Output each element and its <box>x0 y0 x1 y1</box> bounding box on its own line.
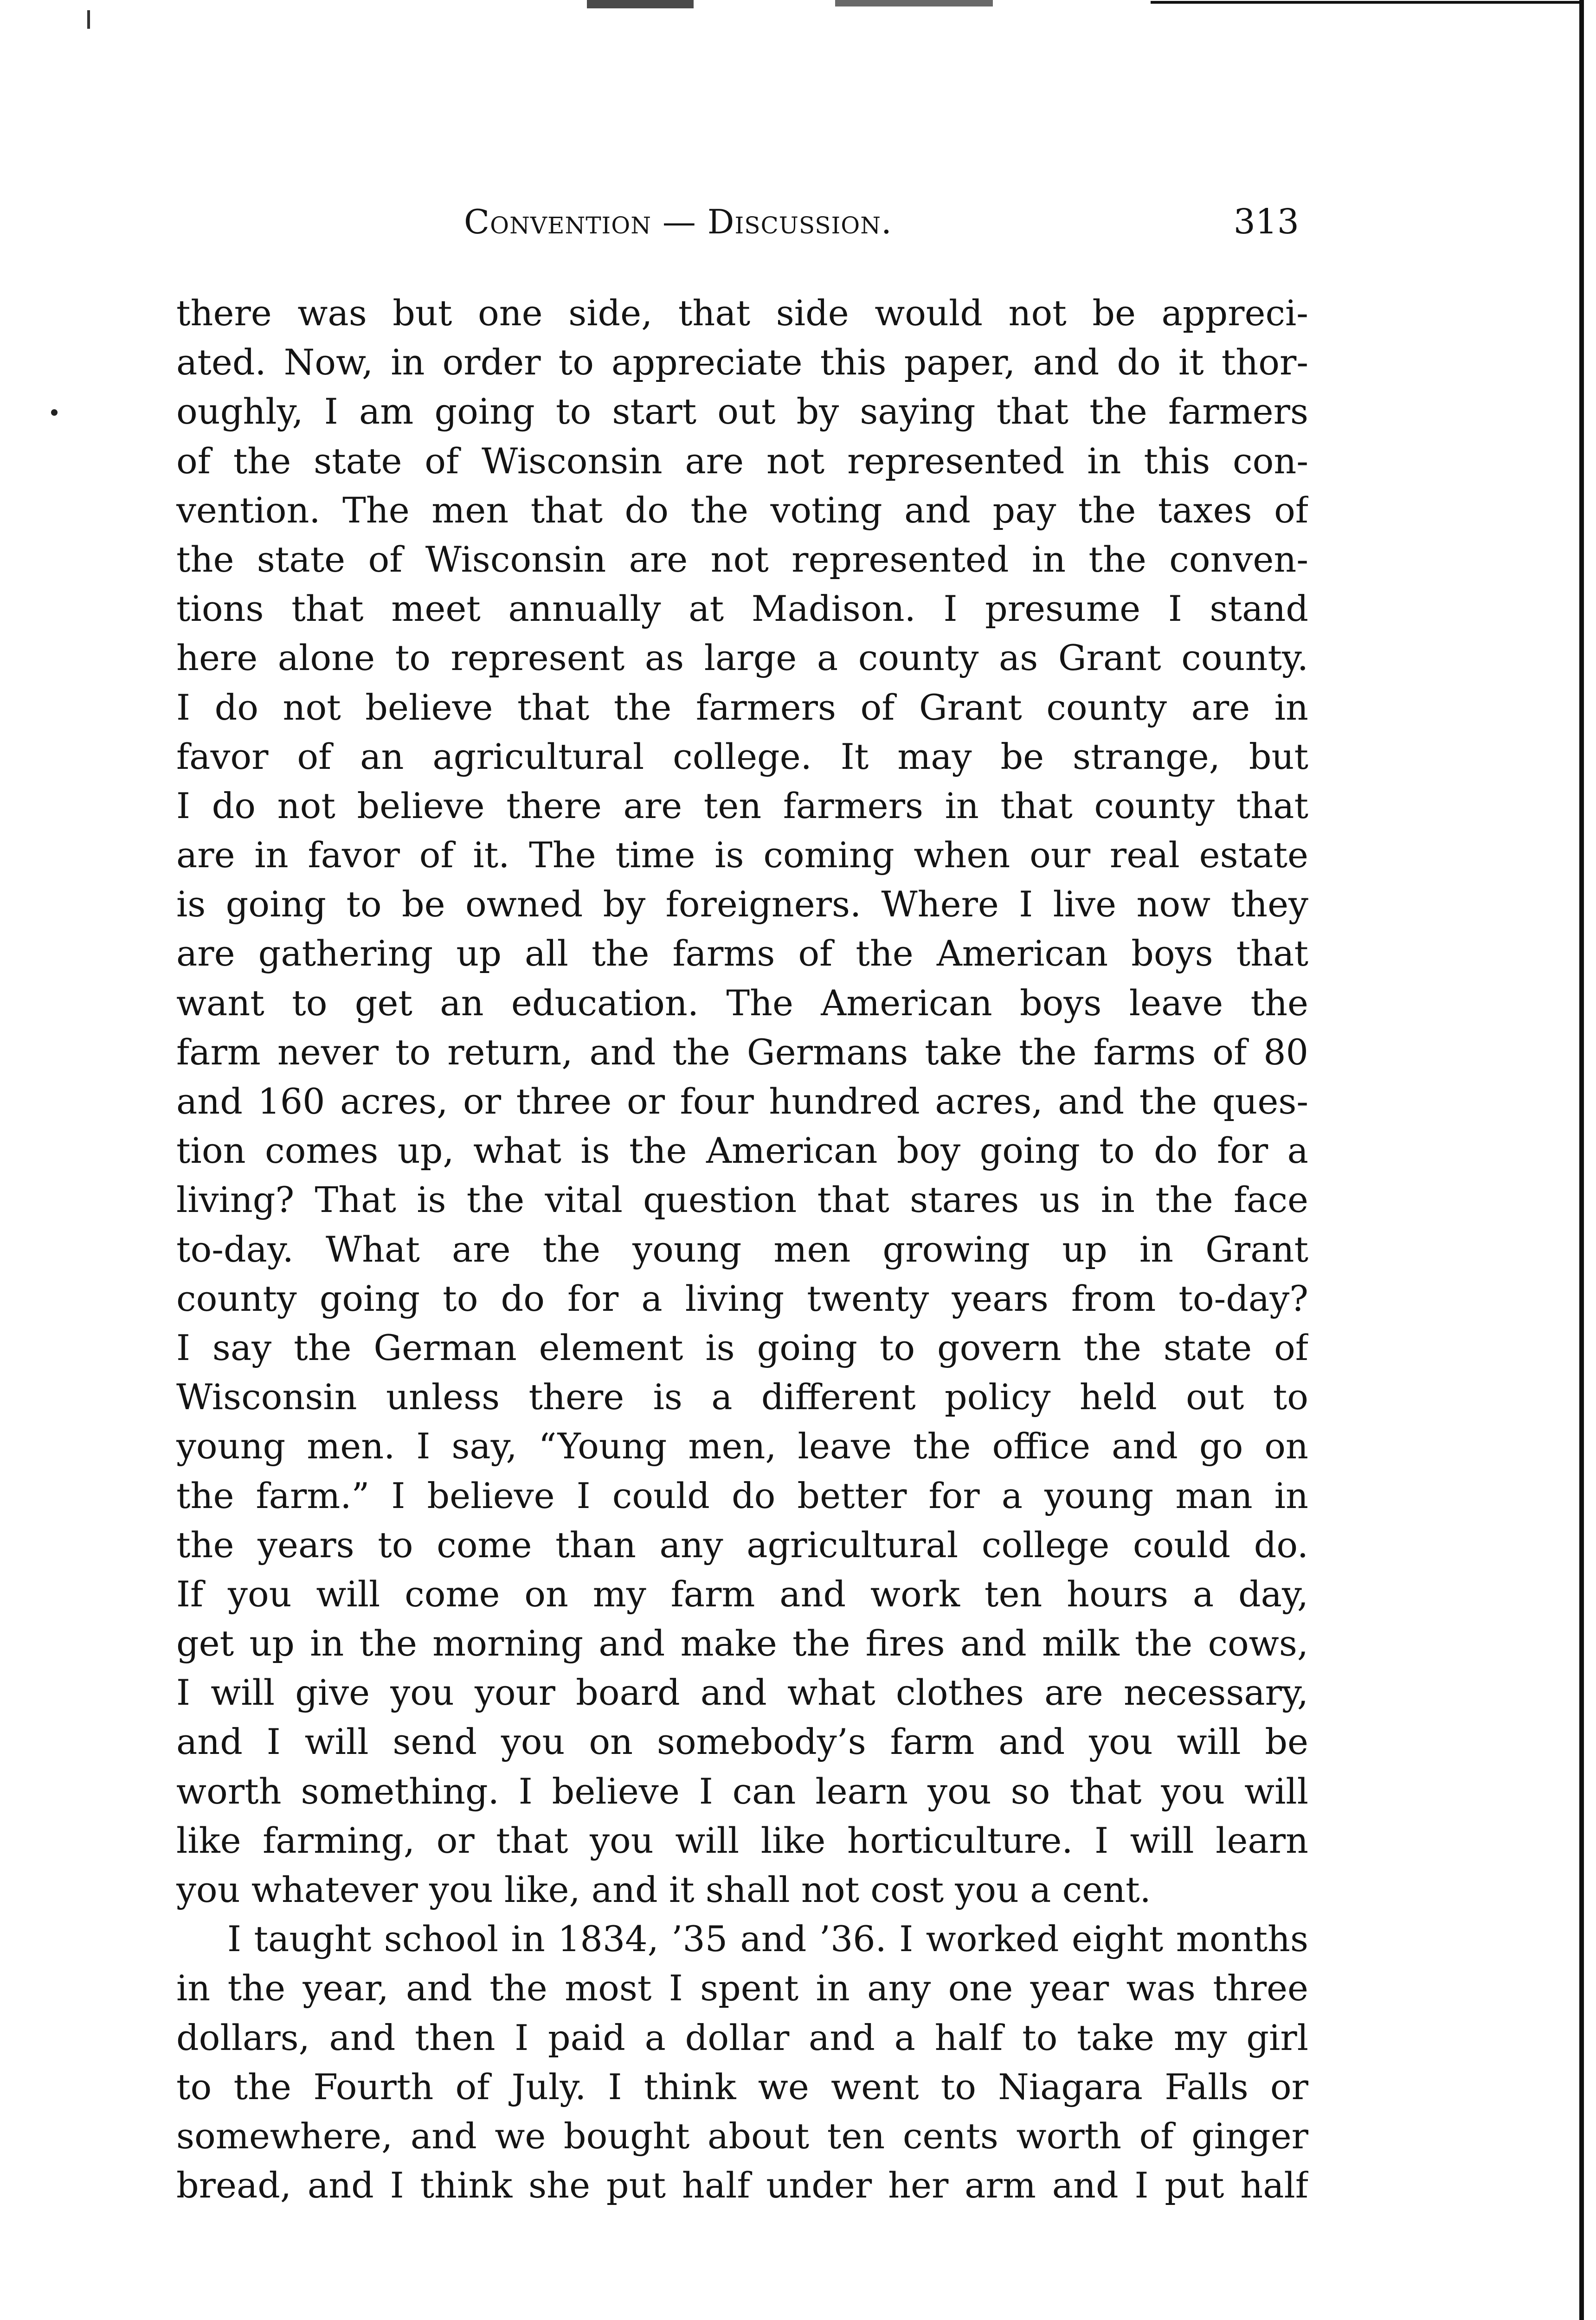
text-line: of the state of Wisconsin are not represented in this con- <box>176 440 1308 482</box>
text-line: here alone to represent as large a county as Grant county. <box>176 637 1308 679</box>
text-line: and 160 acres, or three or four hundred acres, and the ques- <box>176 1081 1308 1122</box>
text-line: tions that meet annually at Madison. I presume I stand <box>176 588 1308 630</box>
text-line: and I will send you on somebody’s farm and you will be <box>176 1721 1308 1763</box>
text-line: get up in the morning and make the fires and milk the cows, <box>176 1623 1308 1664</box>
running-head: Convention — Discussion. <box>464 202 892 241</box>
text-line: dollars, and then I paid a dollar and a half to take my girl <box>176 2017 1308 2058</box>
text-line: worth something. I believe I can learn you so that you will <box>176 1770 1308 1812</box>
text-line: tion comes up, what is the American boy going to do for a <box>176 1130 1308 1172</box>
scan-edge-top <box>1151 1 1582 4</box>
text-line: the years to come than any agricultural college could do. <box>176 1524 1308 1566</box>
text-line: I do not believe there are ten farmers in that county that <box>176 785 1308 826</box>
scan-edge-right <box>1579 0 1584 2320</box>
text-line: the state of Wisconsin are not represented in the conven- <box>176 538 1308 580</box>
text-line: are gathering up all the farms of the American boys that <box>176 933 1308 974</box>
page-number: 313 <box>1233 202 1299 242</box>
text-line: to-day. What are the young men growing up in Grant <box>176 1228 1308 1270</box>
text-line: want to get an education. The American boys leave the <box>176 982 1308 1024</box>
text-line: bread, and I think she put half under her arm and I put half <box>176 2165 1308 2206</box>
text-line: living? That is the vital question that stares us in the face <box>176 1179 1308 1221</box>
text-line: farm never to return, and the Germans take the farms of 80 <box>176 1031 1308 1073</box>
text-line: ated. Now, in order to appreciate this paper, and do it thor- <box>176 342 1308 383</box>
paragraph-end-line: you whatever you like, and it shall not cost you a cent. <box>176 1869 1151 1910</box>
text-line: to the Fourth of July. I think we went to Niagara Falls or <box>176 2066 1308 2107</box>
text-line: I will give you your board and what clothes are necessary, <box>176 1672 1308 1714</box>
text-line: I do not believe that the farmers of Grant county are in <box>176 686 1308 728</box>
paragraph-start-line: I taught school in 1834, ’35 and ’36. I worked eight months <box>227 1918 1308 1960</box>
scan-artifact-top-left <box>587 0 694 8</box>
text-line: oughly, I am going to start out by saying that the farmers <box>176 391 1308 432</box>
scan-artifact-top-right <box>835 0 993 6</box>
text-line: vention. The men that do the voting and pay the taxes of <box>176 489 1308 531</box>
text-line: young men. I say, “Young men, leave the office and go on <box>176 1425 1308 1467</box>
text-line: the farm.” I believe I could do better for a young man in <box>176 1475 1308 1516</box>
scan-edge-left-tick <box>87 10 90 29</box>
body-text <box>176 289 1308 2210</box>
text-line: somewhere, and we bought about ten cents worth of ginger <box>176 2115 1308 2157</box>
text-line: like farming, or that you will like horticulture. I will learn <box>176 1819 1308 1861</box>
text-line: are in favor of it. The time is coming when our real estate <box>176 834 1308 876</box>
text-line: favor of an agricultural college. It may be strange, but <box>176 735 1308 777</box>
text-line: Wisconsin unless there is a different policy held out to <box>176 1376 1308 1418</box>
text-line: county going to do for a living twenty years from to-day? <box>176 1277 1308 1319</box>
text-line: is going to be owned by foreigners. Where I live now they <box>176 883 1308 925</box>
text-line: in the year, and the most I spent in any one year was three <box>176 1967 1308 2009</box>
text-line: If you will come on my farm and work ten hours a day, <box>176 1573 1308 1615</box>
scan-speck <box>51 409 58 416</box>
text-line: there was but one side, that side would not be appreci- <box>176 292 1308 334</box>
text-line: I say the German element is going to govern the state of <box>176 1327 1308 1368</box>
